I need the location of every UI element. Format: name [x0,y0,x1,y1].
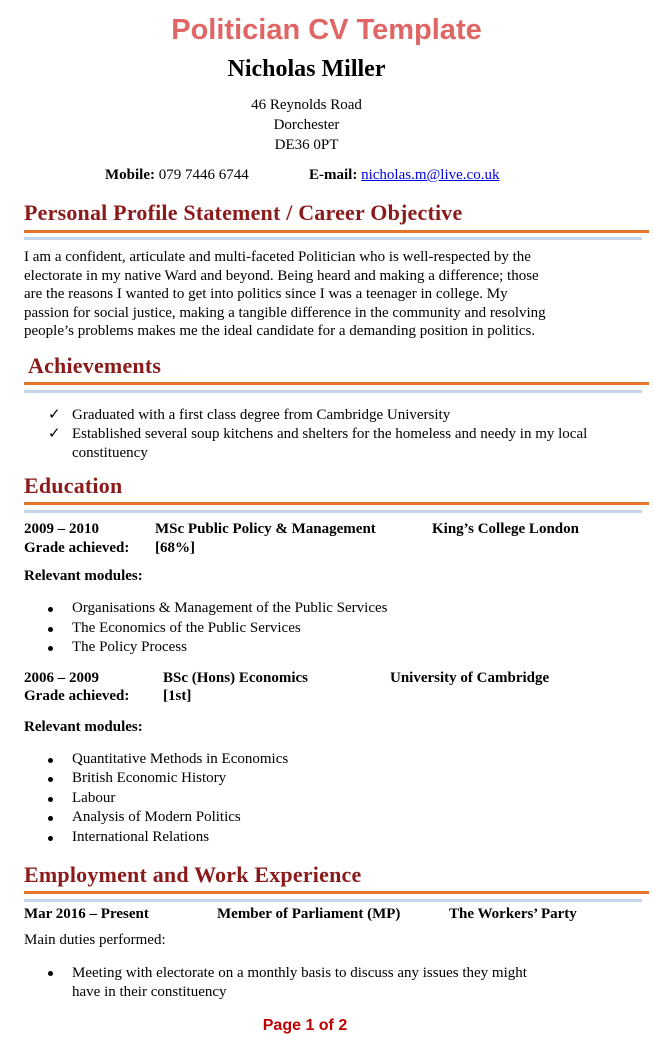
achievement-item [48,425,608,462]
bullet-icon [48,627,53,632]
job1-duties-label: Main duties performed: [24,932,166,948]
profile-line: passion for social justice, making a tangible difference in the community and resolving [24,304,546,321]
bullet-icon [48,816,53,821]
edu2-degree: BSc (Hons) Economics [163,670,309,686]
module-text: The Economics of the Public Services [72,620,301,636]
module-item [48,770,226,787]
edu2-dates: 2006 – 2009 [24,670,99,686]
module-text: Labour [72,790,116,806]
edu2-grade-label: Grade achieved: [24,688,130,704]
email-contact [309,167,499,184]
checkmark-icon: ✓ [48,407,61,423]
profile-rule-orange [24,230,649,233]
page-number: Page 1 of 2 [262,1017,348,1034]
bullet-icon [48,758,53,763]
address-line-1: 46 Reynolds Road [251,97,362,113]
checkmark-icon: ✓ [48,426,61,442]
job1-role: Member of Parliament (MP) [217,906,401,922]
profile-line: are the reasons I wanted to get into politics since I was a teenager in college. My [24,286,508,302]
job1-dates: Mar 2016 – Present [24,906,149,922]
employment-heading: Employment and Work Experience [24,862,362,887]
module-item [48,829,209,846]
mobile-label: Mobile: [105,167,155,183]
bullet-icon [48,971,53,976]
job1-organisation: The Workers’ Party [449,906,577,922]
employment-rule-orange [24,891,649,894]
module-text: Analysis of Modern Politics [72,809,241,825]
duty-text: Meeting with electorate on a monthly basis to discuss any issues they might have in their constituency [72,965,527,1000]
bullet-icon [48,836,53,841]
document-title: Politician CV Template [171,14,482,46]
edu1-institution: King’s College London [432,521,579,537]
achievements-rule-orange [24,382,649,385]
edu2-grade: [1st] [163,688,192,704]
achievements-heading: Achievements [28,353,162,378]
profile-line: electorate in my native Ward and beyond. Being heard and making a difference; those [24,267,539,284]
achievement-text: Established several soup kitchens and shelters for the homeless and needy in my local constituency [72,426,588,461]
education-heading: Education [24,473,123,498]
education-rule-blue [24,510,642,513]
edu1-modules-label: Relevant modules: [24,568,143,584]
profile-line: I am a confident, articulate and multi-faceted Politician who is well-respected by the [24,249,531,265]
education-rule-orange [24,502,649,505]
edu1-dates: 2009 – 2010 [24,521,99,537]
bullet-icon [48,607,53,612]
edu1-degree: MSc Public Policy & Management [155,521,376,537]
profile-statement [24,248,604,341]
module-item [48,809,241,826]
bullet-icon [48,646,53,651]
module-text: The Policy Process [72,639,187,655]
mobile-number: 079 7446 6744 [158,167,249,183]
edu1-grade: [68%] [155,540,195,556]
module-text: Organisations & Management of the Public Services [72,600,388,616]
module-item [48,790,115,807]
edu2-institution: University of Cambridge [390,670,550,686]
address-line-2: Dorchester [273,117,340,133]
module-text: International Relations [72,829,210,845]
edu1-grade-label: Grade achieved: [24,540,130,556]
address-line-3: DE36 0PT [274,137,339,153]
email-label: E-mail: [309,167,358,183]
edu2-modules-label: Relevant modules: [24,719,143,735]
module-item [48,751,288,768]
bullet-icon [48,777,53,782]
email-link[interactable]: nicholas.m@live.co.uk [361,167,500,183]
module-item [48,620,301,637]
profile-line: people’s problems makes me the ideal candidate for a demanding position in politics. [24,323,536,339]
module-item [48,600,388,617]
achievements-rule-blue [24,390,642,393]
module-text: Quantitative Methods in Economics [72,751,289,767]
profile-rule-blue [24,237,642,240]
achievement-item [48,406,608,425]
employment-rule-blue [24,899,642,902]
profile-heading: Personal Profile Statement / Career Objective [24,200,463,225]
mobile-contact [105,167,249,184]
module-text: British Economic History [72,770,227,786]
duty-item [48,964,548,1001]
module-item [48,639,187,656]
achievement-text: Graduated with a first class degree from Cambridge University [72,407,451,423]
bullet-icon [48,797,53,802]
candidate-name: Nicholas Miller [227,56,386,82]
